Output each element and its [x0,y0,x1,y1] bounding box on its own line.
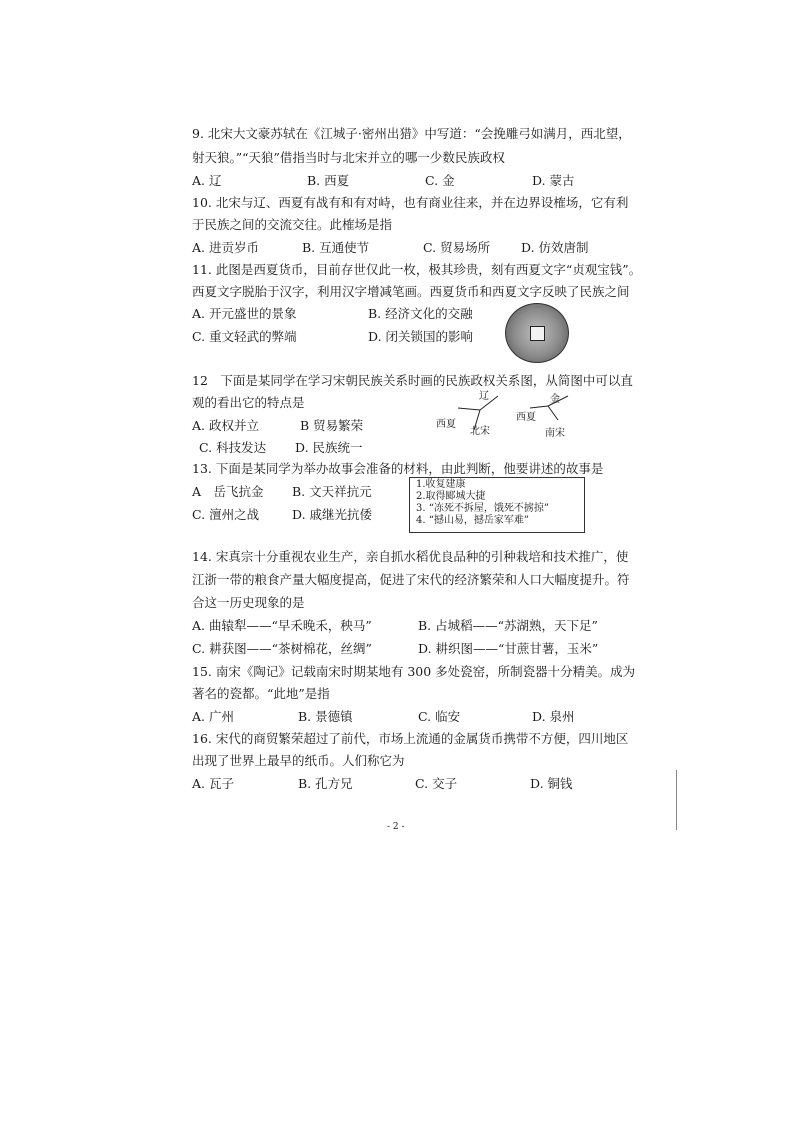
q13-material-item-4: 4. “撼山易，撼岳家军难” [416,515,529,526]
coin-square-hole [530,326,545,341]
q13-material-box [409,477,585,533]
q13-option-b: B. 文天祥抗元 [292,484,372,499]
q10-option-b: B. 互通使节 [302,240,370,255]
q12-option-c: C. 科技发达 [199,440,267,455]
xixia-coin-image [505,303,569,363]
q13-option-d: D. 戚继光抗倭 [292,507,373,522]
q16-option-a: A. 瓦子 [192,776,234,791]
q9-stem-line1: 9. 北宋大文豪苏轼在《江城子·密州出猎》中写道：“会挽雕弓如满月，西北望， [192,126,631,141]
q12-stem-line1: 12 下面是某同学在学习宋朝民族关系时画的民族政权关系图，从简图中可以直 [192,373,633,388]
q15-option-d: D. 泉州 [532,709,575,724]
q15-stem-line1: 15. 南宋《陶记》记载南宋时期某地有 300 多处瓷窑，所制瓷器十分精美。成为 [192,664,636,679]
q11-option-c: C. 重文轻武的弊端 [192,329,297,344]
q10-option-a: A. 进贡岁币 [192,240,259,255]
q14-option-a: A. 曲辕犁——“早禾晚禾，秧马” [192,618,372,633]
q11-option-d: D. 闭关锁国的影响 [368,329,474,344]
q13-material-item-2: 2.取得郾城大捷 [416,491,486,502]
q16-option-c: C. 交子 [415,776,458,791]
q15-option-b: B. 景德镇 [298,709,353,724]
q13-stem-line1: 13. 下面是某同学为举办故事会准备的材料，由此判断，他要讲述的故事是 [192,461,604,476]
diagram1-label-liao: 辽 [479,391,489,402]
q12-option-b: B 贸易繁荣 [300,418,364,433]
q12-stem-line2: 观的看出它的特点是 [192,395,305,410]
diagram1-label-xixia: 西夏 [436,419,456,430]
diagram2-label-nansong: 南宋 [545,428,565,439]
diagram1-label-beisong: 北宋 [470,426,490,437]
q13-material-item-1: 1.收复建康 [416,479,466,490]
diagram2-line-song [548,406,558,420]
q12-option-a: A. 政权并立 [192,418,259,433]
q10-option-c: C. 贸易场所 [423,240,491,255]
q10-stem-line2: 于民族之间的交流交往。此榷场是指 [192,217,393,232]
q14-option-d: D. 耕织图——“甘蔗甘薯，玉米” [418,641,599,656]
q9-stem-line2: 射天狼。”“天狼”借指当时与北宋并立的哪一少数民族政权 [192,150,505,165]
q12-option-d: D. 民族统一 [295,440,363,455]
diagram2-label-xixia: 西夏 [516,412,536,423]
q15-stem-line2: 著名的瓷都。“此地”是指 [192,686,330,701]
q14-option-c: C. 耕获图——“茶树棉花，丝绸” [192,641,372,656]
q15-option-c: C. 临安 [418,709,461,724]
q16-option-d: D. 铜钱 [530,776,573,791]
q9-option-b: B. 西夏 [307,173,350,188]
q14-option-b: B. 占城稻——“苏湖熟，天下足” [418,618,598,633]
q15-option-a: A. 广州 [192,709,234,724]
q16-option-b: B. 孔方兄 [298,776,353,791]
q16-stem-line1: 16. 宋代的商贸繁荣超过了前代，市场上流通的金属货币携带不方便，四川地区 [192,731,629,746]
q10-stem-line1: 10. 北宋与辽、西夏有战有和有对峙，也有商业往来，并在边界设榷场，它有利 [192,195,629,210]
diagram2-label-jin: 金 [550,394,560,405]
diagram1-line-xixia [458,408,480,410]
q11-stem-line2: 西夏文字脱胎于汉字，利用汉字增减笔画。西夏货币和西夏文字反映了民族之间 [192,284,630,299]
q14-stem-line3: 合这一历史现象的是 [192,595,305,610]
q16-stem-line2: 出现了世界上最早的纸币。人们称它为 [192,753,405,768]
q13-material-item-3: 3. “冻死不拆屋，饿死不掳掠” [416,503,549,514]
q11-option-a: A. 开元盛世的景象 [192,306,297,321]
scan-edge-mark [676,770,677,830]
q9-option-c: C. 金 [425,173,455,188]
page-number: - 2 - [387,822,405,832]
q9-option-a: A. 辽 [192,173,222,188]
q10-option-d: D. 仿效唐制 [521,240,589,255]
q13-option-c: C. 澶州之战 [192,507,260,522]
q14-stem-line1: 14. 宋真宗十分重视农业生产，亲自抓水稻优良品种的引种栽培和技术推广，使 [192,549,629,564]
q9-option-d: D. 蒙古 [532,173,575,188]
q11-stem-line1: 11. 此图是西夏货币，目前存世仅此一枚，极其珍贵，刻有西夏文字“贞观宝钱”。 [192,262,642,277]
q14-stem-line2: 江浙一带的粮食产量大幅度提高，促进了宋代的经济繁荣和人口大幅度提升。符 [192,572,630,587]
q13-option-a: A 岳飞抗金 [192,484,264,499]
q11-option-b: B. 经济文化的交融 [368,306,473,321]
